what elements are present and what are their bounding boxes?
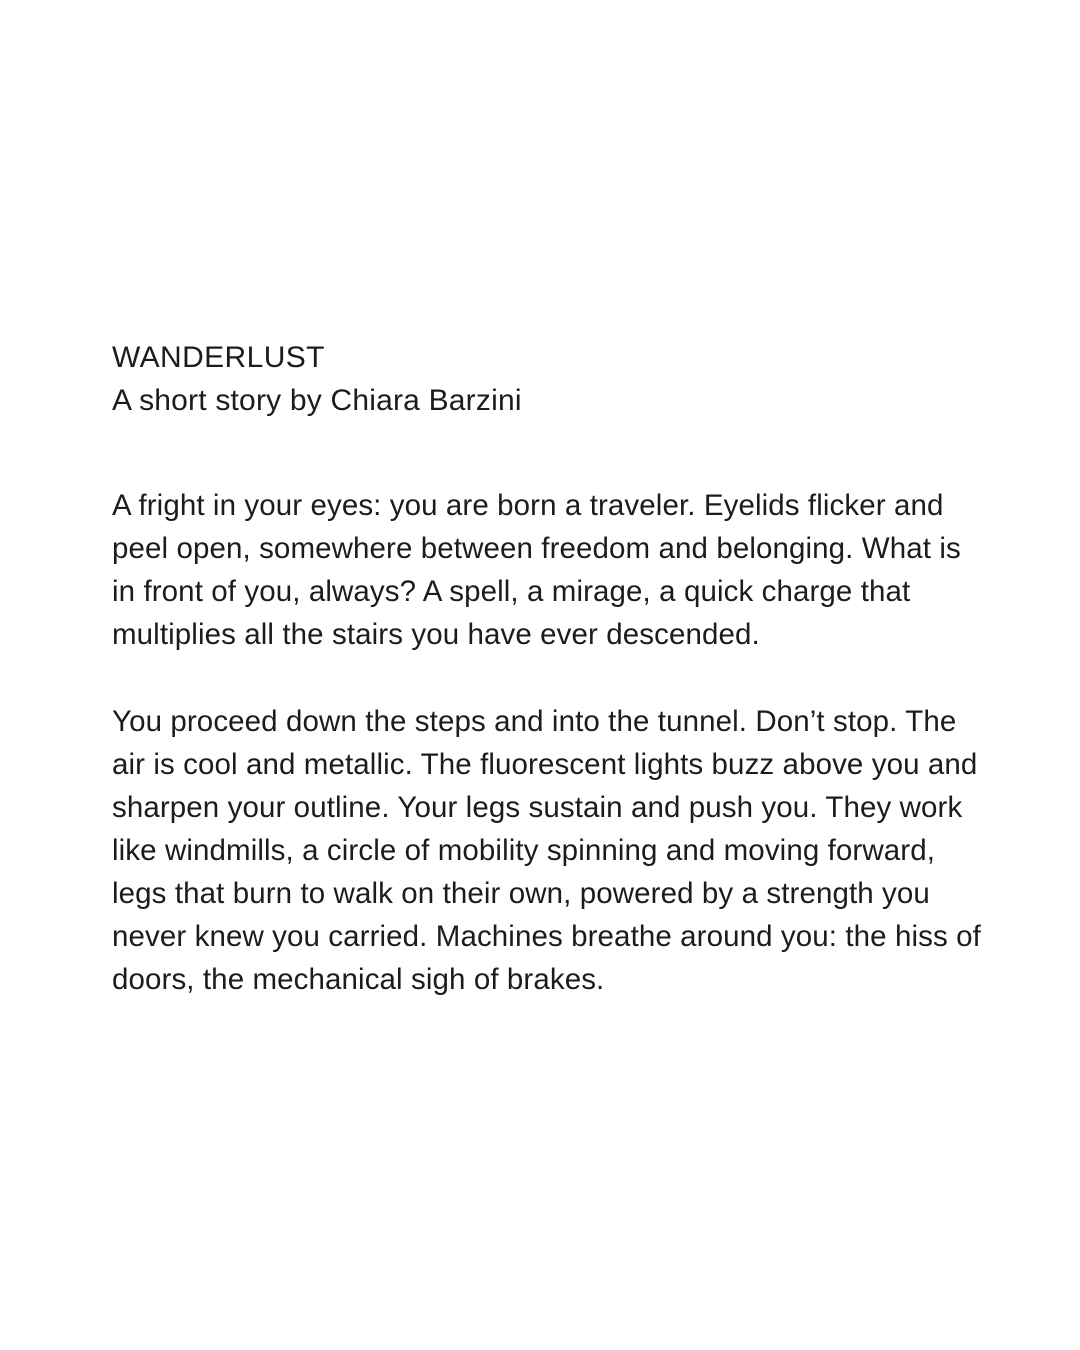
body-paragraph: You proceed down the steps and into the tunnel. Don’t stop. The air is cool and metallic. The fluorescent lights buzz above you and sharpen your outline. Your legs sustain and push you. They work like windmills, a circle of mobility spinning and moving forward, legs that burn to walk on their own, powered by a strength you never knew you carried. Machines breathe around you: the hiss of doors, the mechanical sigh of brakes. [112, 705, 981, 996]
byline: A short story by Chiara Barzini [112, 384, 522, 417]
body-paragraph: A fright in your eyes: you are born a traveler. Eyelids flicker and peel open, somewhere between freedom and belonging. What is in front of you, always? A spell, a mirage, a quick charge that multiplies all the stairs you have ever descended. [112, 489, 961, 651]
page-title: WANDERLUST [112, 341, 325, 374]
title-block [112, 336, 982, 422]
document-content [112, 336, 982, 1001]
